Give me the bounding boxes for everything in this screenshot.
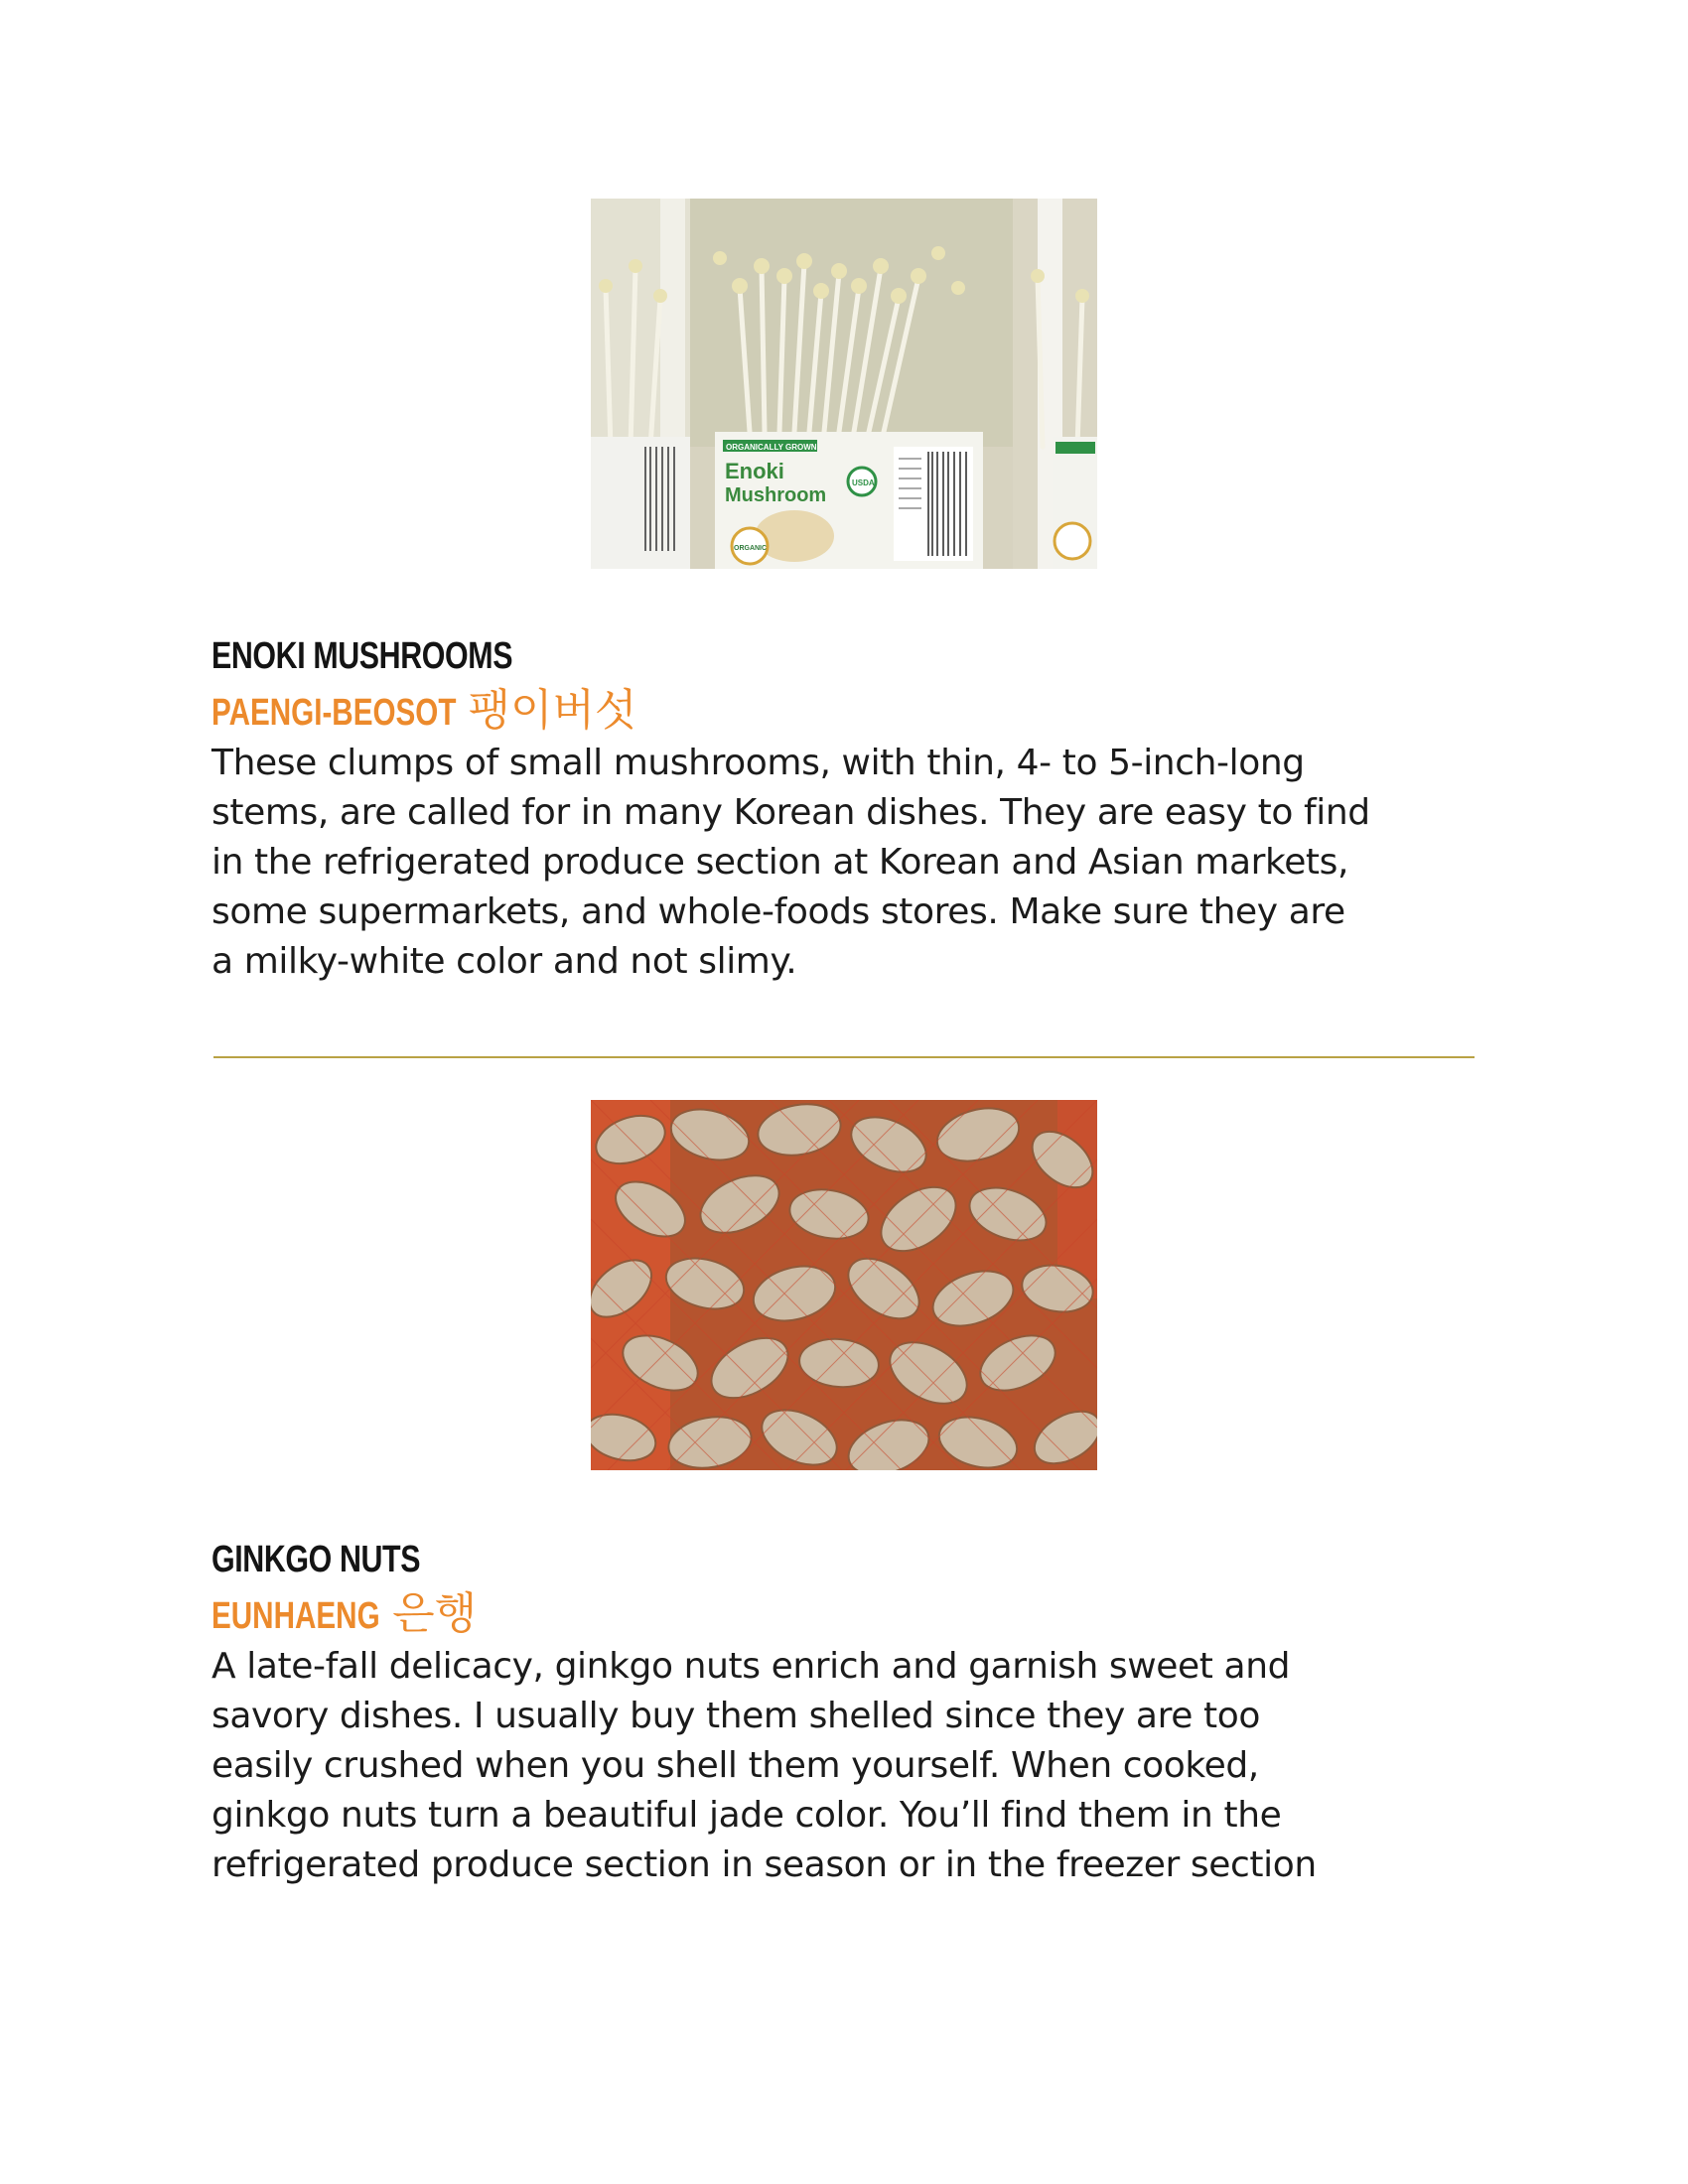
body-line: savory dishes. I usually buy them shelled since they are too xyxy=(211,1696,1260,1736)
enoki-mushroom-photo xyxy=(591,199,1097,569)
entry-body xyxy=(211,1642,1492,1890)
ginkgo-entry xyxy=(211,1533,1492,1890)
romanized-name: EUNHAENG xyxy=(211,1595,380,1637)
body-line: easily crushed when you shell them yourself. When cooked, xyxy=(211,1745,1259,1786)
usda-badge-text: USDA xyxy=(852,478,875,487)
body-line: a milky-white color and not slimy. xyxy=(211,941,797,982)
body-line: refrigerated produce section in season or in the freezer section xyxy=(211,1844,1317,1885)
entry-title: GINKGO NUTS xyxy=(211,1539,421,1580)
enoki-entry xyxy=(211,629,1492,987)
body-line: stems, are called for in many Korean dishes. They are easy to find xyxy=(211,792,1370,833)
label-enoki-text: Enoki xyxy=(725,459,784,483)
entry-subtitle xyxy=(211,683,1492,739)
label-mushroom-text: Mushroom xyxy=(725,484,827,506)
entry-subtitle xyxy=(211,1586,1492,1642)
ginkgo-nuts-photo xyxy=(591,1100,1097,1470)
body-line: These clumps of small mushrooms, with thin, 4- to 5-inch-long xyxy=(211,743,1305,783)
body-line: ginkgo nuts turn a beautiful jade color. You’ll find them in the xyxy=(211,1795,1282,1836)
korean-name: 팽이버섯 xyxy=(468,685,637,736)
organic-seal-text: ORGANIC xyxy=(734,545,768,552)
section-divider xyxy=(213,1056,1475,1058)
label-banner-text: ORGANICALLY GROWN xyxy=(726,443,817,452)
entry-body xyxy=(211,739,1492,987)
body-line: in the refrigerated produce section at Korean and Asian markets, xyxy=(211,842,1349,883)
body-line: A late-fall delicacy, ginkgo nuts enrich and garnish sweet and xyxy=(211,1646,1291,1687)
body-line: some supermarkets, and whole-foods stores. Make sure they are xyxy=(211,891,1345,932)
romanized-name: PAENGI-BEOSOT xyxy=(211,692,457,734)
enoki-mushroom-illustration xyxy=(591,199,1097,569)
ginkgo-nuts-illustration xyxy=(591,1100,1097,1470)
korean-name: 은행 xyxy=(392,1588,478,1639)
entry-title: ENOKI MUSHROOMS xyxy=(211,635,513,677)
